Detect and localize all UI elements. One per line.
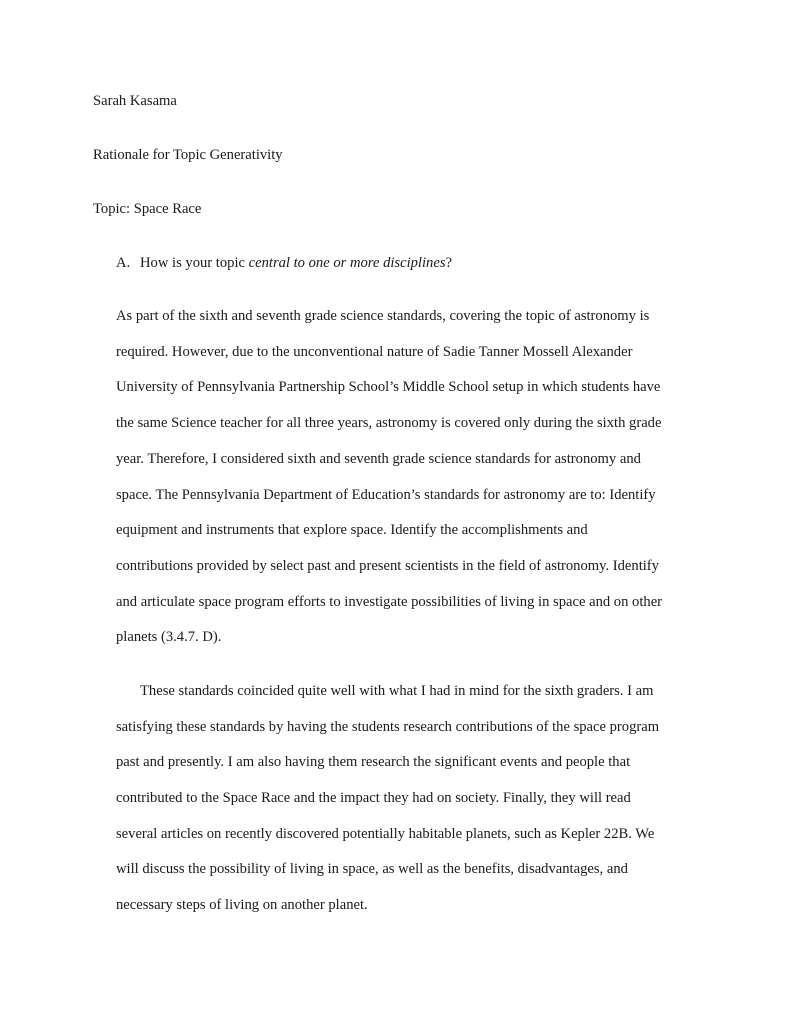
paragraph2-line: past and presently. I am also having them research the significant events and people that xyxy=(116,754,631,770)
author-name: Sarah Kasama xyxy=(93,93,177,109)
paragraph1-line: As part of the sixth and seventh grade science standards, covering the topic of astronomy is xyxy=(116,308,650,324)
question-a xyxy=(116,254,452,272)
paragraph1-line: equipment and instruments that explore space. Identify the accomplishments and xyxy=(116,522,588,538)
paragraph1-line: and articulate space program efforts to investigate possibilities of living in space and on other xyxy=(116,594,663,610)
paragraph1-line: University of Pennsylvania Partnership School’s Middle School setup in which students have xyxy=(116,379,661,395)
paragraph1-line: planets (3.4.7. D). xyxy=(116,629,222,645)
paragraph1-line: the same Science teacher for all three years, astronomy is covered only during the sixth grade xyxy=(116,415,662,431)
paragraph2-line: will discuss the possibility of living in space, as well as the benefits, disadvantages, and xyxy=(116,861,628,877)
paragraph2-line: necessary steps of living on another planet. xyxy=(116,897,368,913)
paragraph2-line: several articles on recently discovered potentially habitable planets, such as Kepler 22B. We xyxy=(116,826,655,842)
question-marker: A. xyxy=(116,255,131,271)
paragraph1-line: year. Therefore, I considered sixth and seventh grade science standards for astronomy and xyxy=(116,451,641,467)
paragraph1-line: space. The Pennsylvania Department of Education’s standards for astronomy are to: Identify xyxy=(116,487,656,503)
paragraph2-line: satisfying these standards by having the students research contributions of the space program xyxy=(116,719,660,735)
paragraph1-line: contributions provided by select past and present scientists in the field of astronomy. Identify xyxy=(116,558,659,574)
assignment-title: Rationale for Topic Generativity xyxy=(93,147,283,163)
question-suffix: ? xyxy=(445,255,452,271)
topic-line: Topic: Space Race xyxy=(93,201,202,217)
paragraph2-line: These standards coincided quite well with what I had in mind for the sixth graders. I am xyxy=(140,683,654,699)
question-emphasis: central to one or more disciplines xyxy=(248,255,446,271)
question-prefix: How is your topic xyxy=(140,255,249,271)
paragraph2-line: contributed to the Space Race and the impact they had on society. Finally, they will read xyxy=(116,790,631,806)
paragraph1-line: required. However, due to the unconventional nature of Sadie Tanner Mossell Alexander xyxy=(116,344,633,360)
